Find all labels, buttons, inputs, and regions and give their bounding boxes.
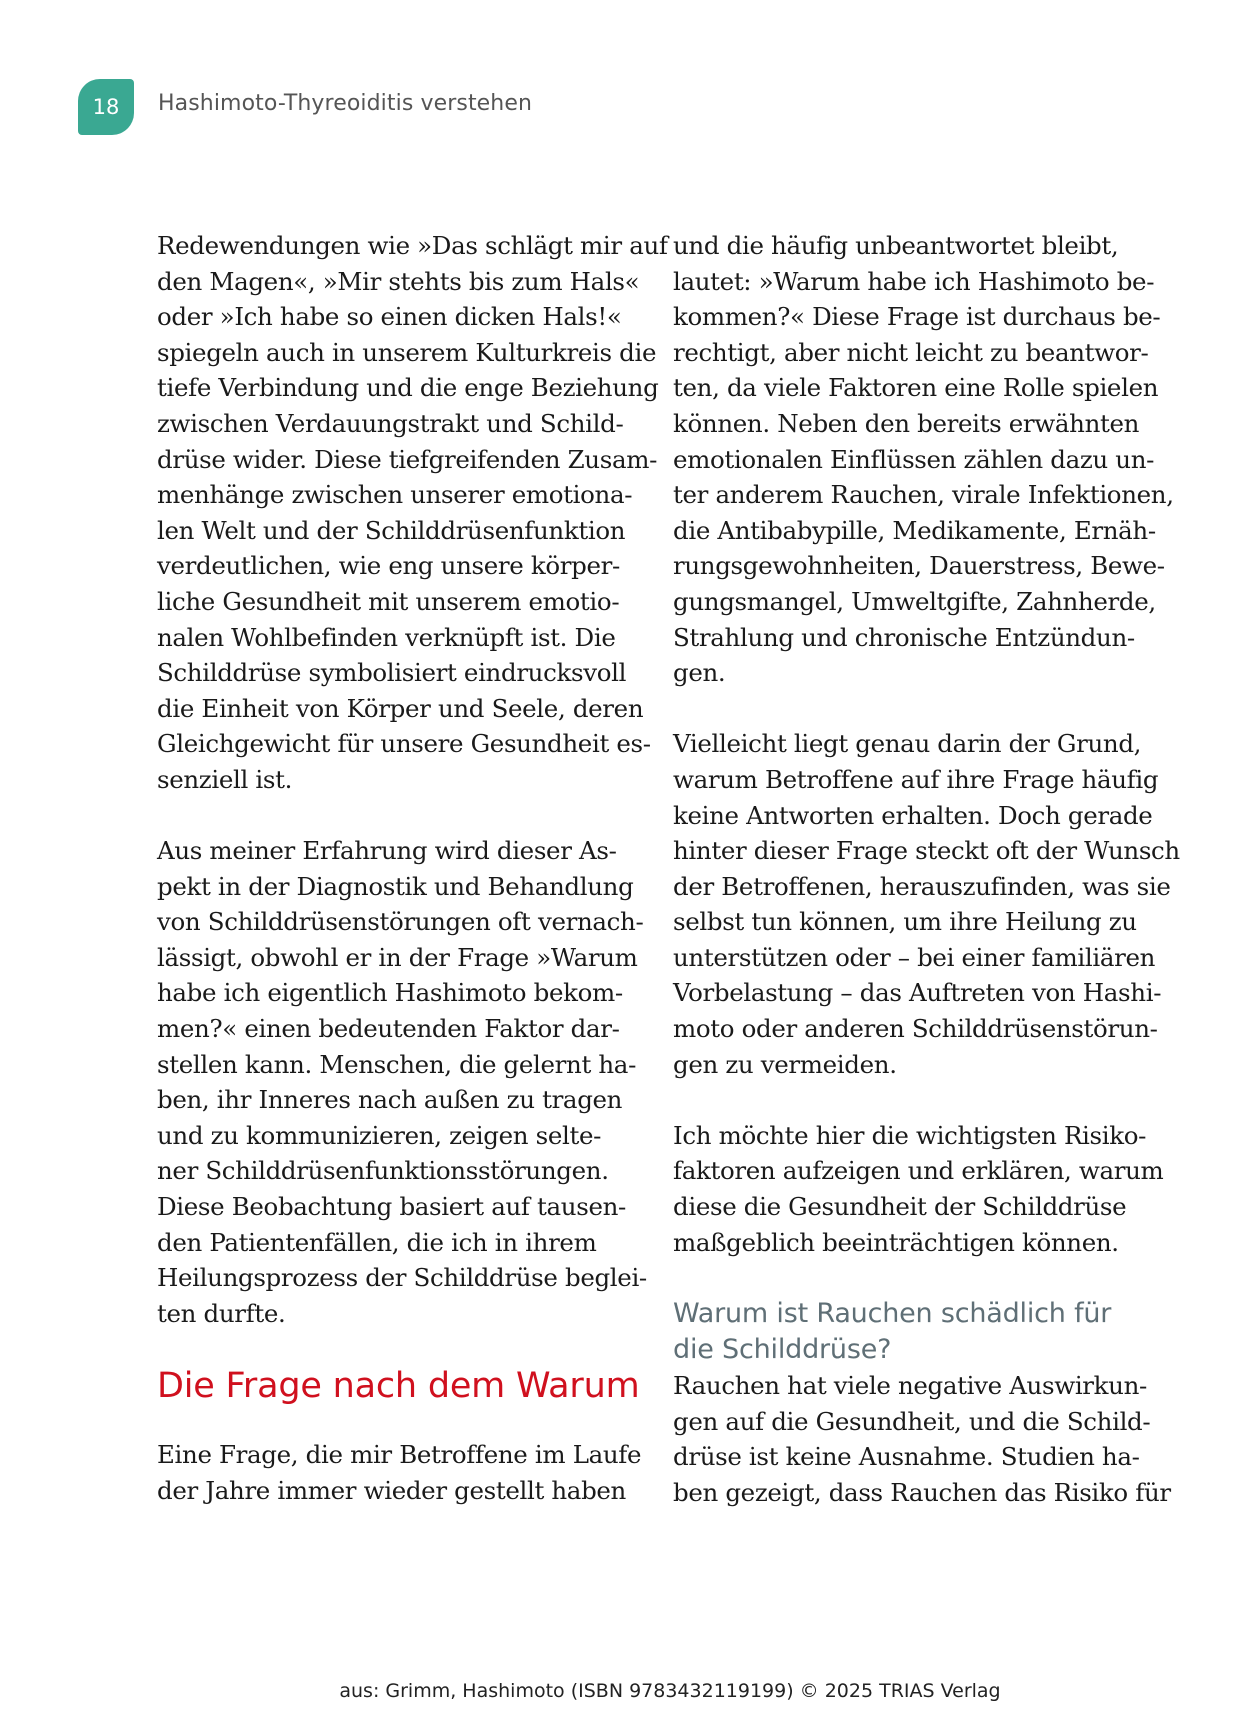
text-line: stellen kann. Menschen, die gelernt ha- <box>157 1049 636 1079</box>
text-line: die Schilddrüse? <box>673 1334 892 1366</box>
paragraph-right-4 <box>673 1368 1173 1510</box>
text-line: gen. <box>673 658 726 688</box>
text-line: die Antibabypille, Medikamente, Ernäh- <box>673 515 1156 545</box>
text-line: Warum ist Rauchen schädlich für <box>673 1298 1112 1330</box>
text-line: drüse wider. Diese tiefgreifenden Zusam- <box>157 444 658 474</box>
text-line: unterstützen oder – bei einer familiären <box>673 942 1156 972</box>
text-line: men?« einen bedeutenden Faktor dar- <box>157 1014 620 1044</box>
source-footer: aus: Grimm, Hashimoto (ISBN 9783432119199) © 2025 TRIAS Verlag <box>339 1680 1001 1702</box>
text-line: oder »Ich habe so einen dicken Hals!« <box>157 302 622 332</box>
text-line: len Welt und der Schilddrüsenfunktion <box>157 515 626 545</box>
paragraph-gap <box>673 691 1173 727</box>
text-line: Eine Frage, die mir Betroffene im Laufe <box>157 1440 642 1470</box>
section-heading: Die Frage nach dem Warum <box>157 1366 640 1407</box>
text-line: selbst tun können, um ihre Heilung zu <box>673 907 1137 937</box>
page-number: 18 <box>92 95 120 119</box>
text-line: und die häufig unbeantwortet bleibt, <box>673 231 1119 260</box>
text-line: warum Betroffene auf ihre Frage häufig <box>673 764 1159 794</box>
paragraph-left-2 <box>157 833 657 1331</box>
text-line: der Jahre immer wieder gestellt haben <box>157 1476 626 1505</box>
text-line: gen zu vermeiden. <box>673 1049 897 1079</box>
text-line: senziell ist. <box>157 764 293 794</box>
text-line: Heilungsprozess der Schilddrüse beglei- <box>157 1263 647 1293</box>
text-line: Rauchen hat viele negative Auswirkun- <box>673 1371 1147 1401</box>
text-line: Gleichgewicht für unsere Gesundheit es- <box>157 729 651 759</box>
right-column <box>673 228 1180 1511</box>
text-line: menhänge zwischen unserer emotiona- <box>157 480 633 510</box>
text-line: tiefe Verbindung und die enge Beziehung <box>157 373 659 403</box>
text-line: habe ich eigentlich Hashimoto bekom- <box>157 978 623 1008</box>
text-line: lässigt, obwohl er in der Frage »Warum <box>157 942 638 972</box>
text-line: hinter dieser Frage steckt oft der Wunsch <box>673 836 1180 866</box>
text-line: ben gezeigt, dass Rauchen das Risiko für <box>673 1478 1171 1507</box>
text-line: gungsmangel, Umweltgifte, Zahnherde, <box>673 586 1156 616</box>
text-line: ben, ihr Inneres nach außen zu tragen <box>157 1085 623 1115</box>
text-line: können. Neben den bereits erwähnten <box>673 408 1140 438</box>
text-line: ter anderem Rauchen, virale Infektionen, <box>673 480 1174 510</box>
text-line: maßgeblich beeinträchtigen können. <box>673 1227 1119 1257</box>
text-line: keine Antworten erhalten. Doch gerade <box>673 800 1153 830</box>
subheading-gap <box>673 1260 1173 1296</box>
text-line: ner Schilddrüsenfunktionsstörungen. <box>157 1156 609 1186</box>
text-line: liche Gesundheit mit unserem emotio- <box>157 586 620 616</box>
text-line: ten durfte. <box>157 1298 286 1328</box>
text-line: emotionalen Einflüssen zählen dazu un- <box>673 444 1155 474</box>
text-line: diese die Gesundheit der Schilddrüse <box>673 1192 1127 1222</box>
text-line: moto oder anderen Schilddrüsenstörun- <box>673 1014 1158 1044</box>
running-title: Hashimoto-Thyreoiditis verstehen <box>158 91 533 116</box>
text-line: spiegeln auch in unserem Kulturkreis die <box>157 337 657 367</box>
text-line: den Magen«, »Mir stehts bis zum Hals« <box>157 266 640 296</box>
text-line: Strahlung und chronische Entzündun- <box>673 622 1135 652</box>
text-line: drüse ist keine Ausnahme. Studien ha- <box>673 1442 1140 1472</box>
text-line: der Betroffenen, herauszufinden, was sie <box>673 871 1171 901</box>
text-line: lautet: »Warum habe ich Hashimoto be- <box>673 266 1155 296</box>
text-line: Ich möchte hier die wichtigsten Risiko- <box>673 1120 1147 1150</box>
text-line: die Einheit von Körper und Seele, deren <box>157 693 644 723</box>
text-line: Vorbelastung – das Auftreten von Hashi- <box>673 978 1162 1008</box>
heading-gap <box>157 1417 657 1437</box>
text-line: nalen Wohlbefinden verknüpft ist. Die <box>157 622 616 652</box>
text-line: Aus meiner Erfahrung wird dieser As- <box>157 836 617 866</box>
text-line: Diese Beobachtung basiert auf tausen- <box>157 1192 626 1222</box>
text-line: zwischen Verdauungstrakt und Schild- <box>157 408 624 438</box>
page-number-badge <box>78 79 134 135</box>
subheading <box>673 1296 1173 1368</box>
paragraph-right-2 <box>673 726 1180 1082</box>
left-column <box>157 228 668 1509</box>
text-line: den Patientenfällen, die ich in ihrem <box>157 1227 597 1257</box>
text-line: und zu kommunizieren, zeigen selte- <box>157 1120 602 1150</box>
text-line: kommen?« Diese Frage ist durchaus be- <box>673 302 1161 332</box>
paragraph-left-1 <box>157 228 668 798</box>
text-line: Redewendungen wie »Das schlägt mir auf <box>157 231 668 260</box>
text-line: Schilddrüse symbolisiert eindrucksvoll <box>157 658 627 688</box>
paragraph-gap <box>157 798 657 834</box>
text-line: rungsgewohnheiten, Dauerstress, Bewe- <box>673 551 1165 581</box>
paragraph-left-3 <box>157 1437 657 1508</box>
paragraph-right-3 <box>673 1118 1173 1260</box>
text-line: rechtigt, aber nicht leicht zu beantwor- <box>673 337 1149 367</box>
paragraph-right-1 <box>673 228 1173 691</box>
text-line: faktoren aufzeigen und erklären, warum <box>673 1156 1164 1186</box>
text-line: verdeutlichen, wie eng unsere körper- <box>157 551 620 581</box>
text-line: Vielleicht liegt genau darin der Grund, <box>673 729 1142 759</box>
text-line: ten, da viele Faktoren eine Rolle spielen <box>673 373 1159 403</box>
text-line: pekt in der Diagnostik und Behandlung <box>157 871 634 901</box>
paragraph-gap <box>673 1082 1173 1118</box>
text-line: von Schilddrüsenstörungen oft vernach- <box>157 907 644 937</box>
text-line: gen auf die Gesundheit, und die Schild- <box>673 1406 1151 1436</box>
